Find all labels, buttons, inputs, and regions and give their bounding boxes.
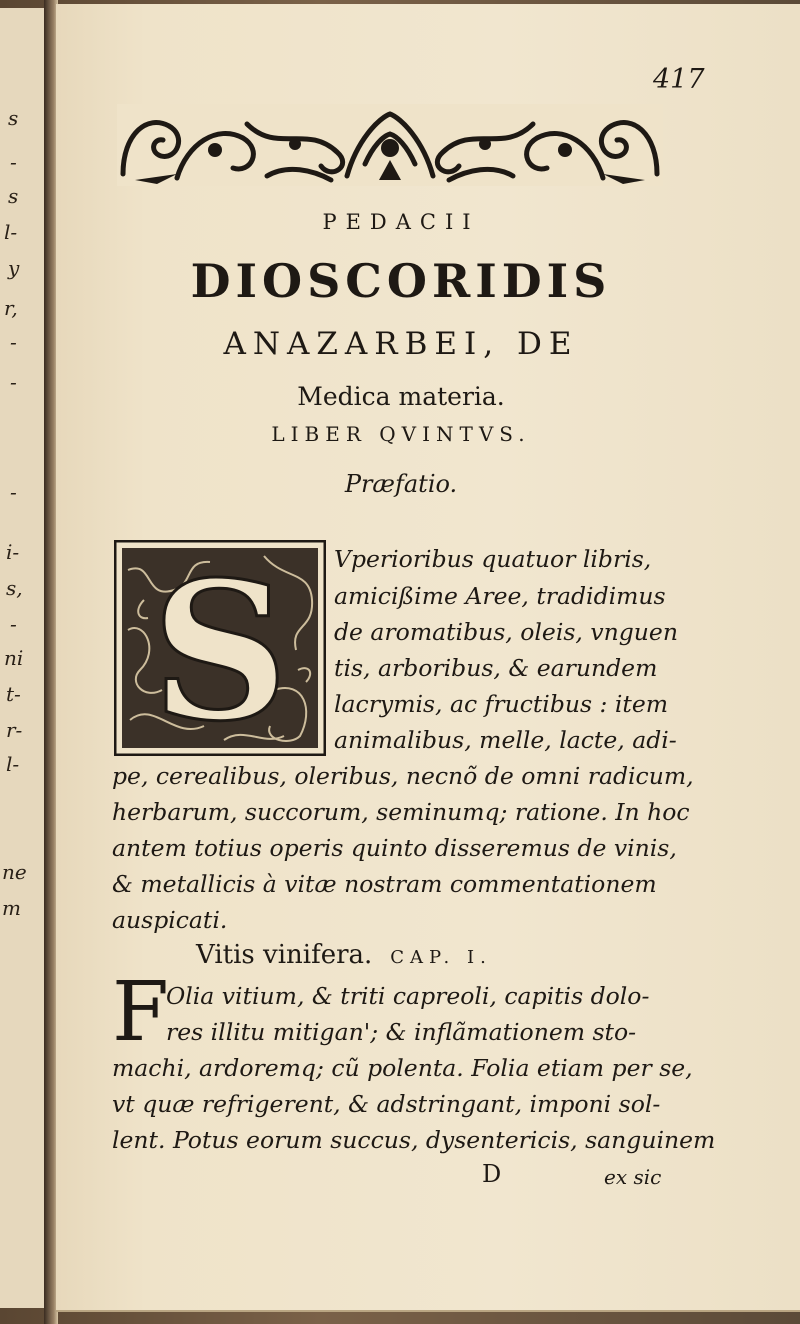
decorated-initial-s-icon	[114, 540, 326, 756]
left-fragment: t-	[6, 682, 21, 706]
preface-line: amicißime Aree, tradidimus	[334, 582, 666, 610]
preface-line: pe, cerealibus, oleribus, necnõ de omni radicum,	[112, 762, 694, 790]
preface-line: de aromatibus, oleis, vnguen	[334, 618, 678, 646]
title-line-dioscoridis: DIOSCORIDIS	[190, 254, 612, 308]
left-fragment: r-	[6, 718, 23, 742]
left-fragment: s	[8, 184, 19, 208]
chapter-line: machi, ardoremq; cũ polenta. Folia etiam per se,	[112, 1054, 693, 1082]
left-fragment: m	[2, 896, 21, 920]
previous-page-edge	[0, 8, 48, 1308]
left-fragment: s,	[6, 576, 23, 600]
chapter-heading	[196, 940, 492, 970]
chapter-title: Vitis vinifera.	[196, 940, 373, 970]
left-fragment: s	[8, 106, 19, 130]
title-line-anazarbei: ANAZARBEI, DE	[223, 326, 579, 362]
left-fragment: r,	[4, 296, 18, 320]
left-fragment: ne	[2, 860, 27, 884]
chapter-line: vt quæ refrigerent, & adstringant, imponi sol-	[112, 1090, 661, 1118]
left-fragment: ni	[4, 646, 24, 670]
left-fragment: l-	[6, 752, 20, 776]
preface-line: Vperioribus quatuor libris,	[334, 545, 652, 573]
preface-line: tis, arboribus, & earundem	[334, 654, 658, 682]
left-fragment: y	[8, 256, 20, 280]
preface-line: auspicati.	[112, 906, 228, 934]
ornamental-headpiece-icon	[117, 104, 663, 186]
left-fragment: -	[10, 612, 17, 636]
chapter-number: CAP. I.	[390, 947, 492, 968]
chapter-initial-letter: F	[112, 965, 169, 1060]
left-fragment: i-	[6, 540, 20, 564]
book-number-heading: LIBER QVINTVS.	[271, 422, 531, 446]
signature-mark: D	[482, 1160, 502, 1188]
preface-line: & metallicis à vitæ nostram commentationem	[112, 870, 657, 898]
catchword: ex sic	[604, 1165, 662, 1189]
left-fragment: -	[10, 330, 17, 354]
page-number: 417	[653, 64, 705, 95]
chapter-line: lent. Potus eorum succus, dysentericis, sanguinem	[112, 1126, 716, 1154]
initial-letter: S	[151, 540, 289, 756]
left-fragment: -	[10, 480, 17, 504]
preface-heading: Præfatio.	[344, 470, 458, 498]
left-fragment: -	[10, 150, 17, 174]
preface-line: lacrymis, ac fructibus : item	[334, 690, 669, 718]
title-line-medica-materia: Medica materia.	[297, 382, 505, 411]
left-fragment: l-	[4, 220, 18, 244]
chapter-line: res illitu mitigan'; & inflãmationem sto-	[166, 1018, 637, 1046]
preface-line: antem totius operis quinto disseremus de vinis,	[112, 834, 677, 862]
left-fragment: -	[10, 370, 17, 394]
title-line-pedacii: PEDACII	[322, 210, 480, 234]
preface-line: animalibus, melle, lacte, adi-	[334, 726, 677, 754]
preface-line: herbarum, succorum, seminumq; ratione. In hoc	[112, 798, 690, 826]
chapter-line: Olia vitium, & triti capreoli, capitis dolo-	[166, 982, 650, 1010]
